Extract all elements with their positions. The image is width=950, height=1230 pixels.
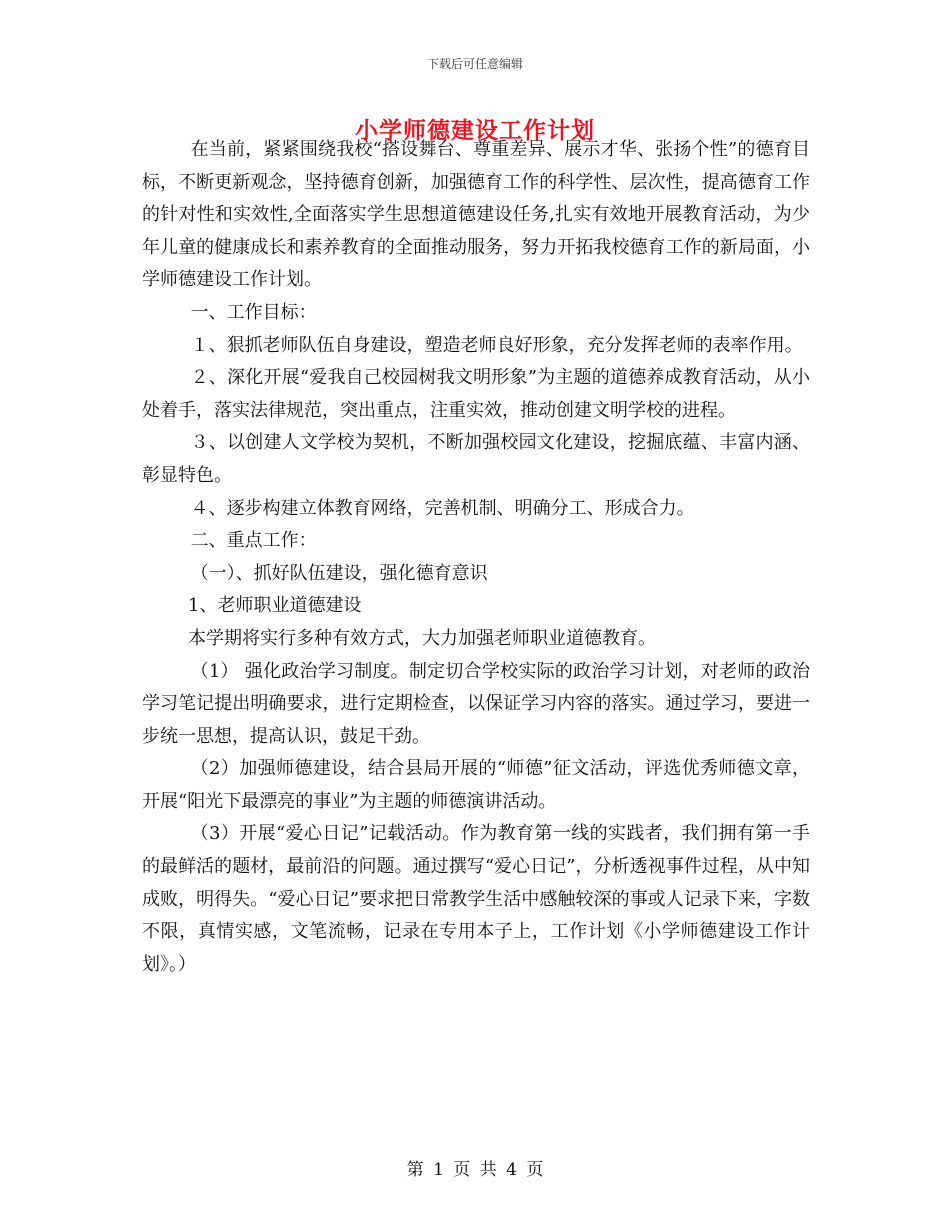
page-header: 下载后可任意编辑 xyxy=(426,57,523,71)
subsection-heading: （一）、抓好队伍建设，强化德育意识 xyxy=(190,562,488,584)
section-heading-key-work: 二、重点工作： xyxy=(190,530,317,552)
goal-item-4: ４、逐步构建立体教育网络，完善机制、明确分工、形成合力。 xyxy=(190,497,695,519)
item-heading: 1、老师职业道德建设 xyxy=(188,595,362,617)
goal-item-1: １、狠抓老师队伍自身建设，塑造老师良好形象，充分发挥老师的表率作用。 xyxy=(190,334,803,356)
document-body xyxy=(142,134,810,981)
goal-item-3: ３、以创建人文学校为契机，不断加强校园文化建设，挖掘底蕴、丰富内涵、彰显特色。 xyxy=(142,432,810,486)
document-title: 小学师德建设工作计划 xyxy=(355,117,595,144)
section-heading-goals: 一、工作目标： xyxy=(190,301,317,323)
paragraph: 本学期将实行多种有效方式，大力加强老师职业道德教育。 xyxy=(188,627,656,649)
paragraph-2: （2）加强师德建设，结合县局开展的“师德”征文活动，评选优秀师德文章，开展“阳光下最漂亮的事业”为主题的师德演讲活动。 xyxy=(142,758,810,812)
goal-item-2: ２、深化开展“爱我自己校园树我文明形象”为主题的道德养成教育活动，从小处着手，落实法律规范，突出重点，注重实效，推动创建文明学校的进程。 xyxy=(142,367,810,421)
page-footer: 第 1 页 共 4 页 xyxy=(406,1160,544,1180)
intro-paragraph: 在当前，紧紧围绕我校“搭设舞台、尊重差异、展示才华、张扬个性”的德育目标，不断更新观念，坚持德育创新，加强德育工作的科学性、层次性，提高德育工作的针对性和实效性,全面落实学生思想道德建设任务,扎实有效地开展教育活动，为少年儿童的健康成长和素养教育的全面推动服务，努力开拓我校德育工作的新局面，小学师德建设工作计划。 xyxy=(142,139,810,291)
paragraph-1: （1） 强化政治学习制度。制定切合学校实际的政治学习计划，对老师的政治学习笔记提出明确要求，进行定期检查，以保证学习内容的落实。通过学习，要进一步统一思想，提高认识，鼓足干劲。 xyxy=(142,660,810,747)
paragraph-3: （3）开展“爱心日记”记载活动。作为教育第一线的实践者，我们拥有第一手的最鲜活的题材，最前沿的问题。通过撰写“爱心日记”，分析透视事件过程，从中知成败，明得失。“爱心日记”要求把日常教学生活中感触较深的事或人记录下来，字数不限，真情实感，文笔流畅，记录在专用本子上，工作计划《小学师德建设工作计划》。） xyxy=(142,823,810,975)
